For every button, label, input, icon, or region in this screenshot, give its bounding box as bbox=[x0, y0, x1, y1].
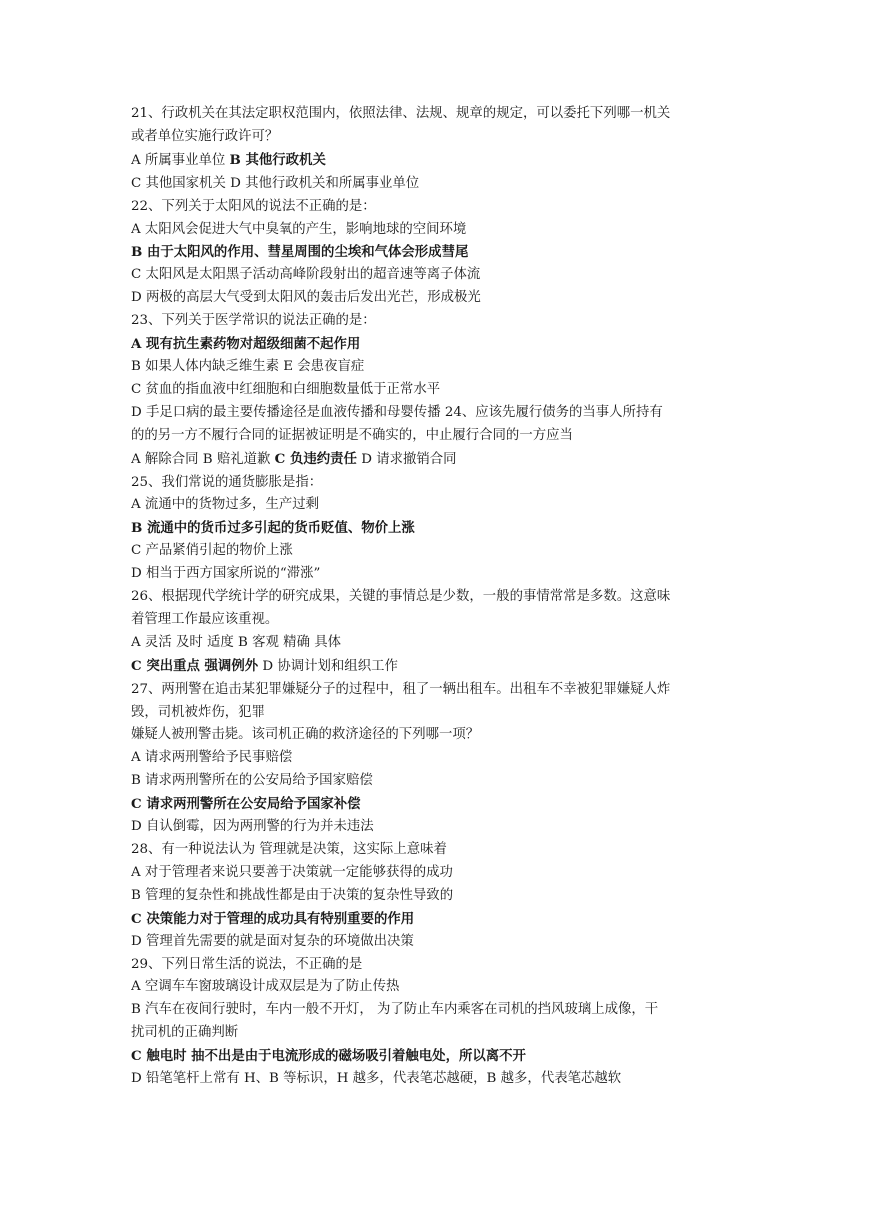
answer-text: C 负违约责任 bbox=[274, 450, 357, 467]
text-line: A 对于管理者来说只要善于决策就一定能够获得的成功 bbox=[131, 864, 453, 880]
text-line: C 请求两刑警所在公安局给予国家补偿 bbox=[131, 796, 361, 813]
text-line: 25、我们常说的通货膨胀是指： bbox=[131, 474, 323, 490]
answer-text: C 突出重点 强调例外 bbox=[131, 657, 259, 674]
text-line bbox=[131, 655, 741, 679]
text-segment: D 请求撤销合同 bbox=[356, 451, 457, 467]
text-line: A 流通中的货物过多，生产过剩 bbox=[131, 497, 320, 513]
text-line: A 太阳风会促进大气中臭氧的产生，影响地球的空间环境 bbox=[131, 221, 467, 237]
text-line: 的的另一方不履行合同的证据被证明是不确实的，中止履行合同的一方应当 bbox=[131, 427, 573, 443]
text-segment: A 解除合同 B 赔礼道歉 bbox=[131, 451, 275, 467]
text-line: A 请求两刑警给予民事赔偿 bbox=[131, 750, 293, 766]
text-line: B 由于太阳风的作用、彗星周围的尘埃和气体会形成彗尾 bbox=[131, 244, 469, 261]
text-line bbox=[131, 149, 741, 173]
text-line: B 如果人体内缺乏维生素 E 会患夜盲症 bbox=[131, 358, 365, 374]
text-line: B 请求两刑警所在的公安局给予国家赔偿 bbox=[131, 773, 373, 789]
text-line: D 管理首先需要的就是面对复杂的环境做出决策 bbox=[131, 933, 414, 949]
text-line: 着管理工作最应该重视。 bbox=[131, 611, 279, 627]
text-line: C 决策能力对于管理的成功具有特别重要的作用 bbox=[131, 910, 415, 927]
text-line: D 相当于西方国家所说的“滞涨” bbox=[131, 566, 321, 582]
text-line: 嫌疑人被刑警击毙。该司机正确的救济途径的下列哪一项？ bbox=[131, 727, 480, 743]
text-line: B 管理的复杂性和挑战性都是由于决策的复杂性导致的 bbox=[131, 887, 454, 903]
text-line: 27、两刑警在追击某犯罪嫌疑分子的过程中，租了一辆出租车。出租车不幸被犯罪嫌疑人炸 bbox=[131, 681, 671, 697]
text-line: B 汽车在夜间行驶时，车内一般不开灯， 为了防止车内乘客在司机的挡风玻璃上成像，干 bbox=[131, 1002, 659, 1018]
text-segment: D 协调计划和组织工作 bbox=[258, 658, 398, 674]
text-line: D 两极的高层大气受到太阳风的轰击后发出光芒，形成极光 bbox=[131, 290, 481, 306]
text-line: C 触电时 抽不出是由于电流形成的磁场吸引着触电处，所以离不开 bbox=[131, 1048, 526, 1065]
text-line: A 灵活 及时 适度 B 客观 精确 具体 bbox=[131, 634, 341, 650]
text-line: 扰司机的正确判断 bbox=[131, 1025, 239, 1041]
text-line: 21、行政机关在其法定职权范围内，依照法律、法规、规章的规定，可以委托下列哪一机关 bbox=[131, 106, 671, 121]
text-line: 或者单位实施行政许可？ bbox=[131, 128, 279, 144]
text-line: B 流通中的货币过多引起的货币贬值、物价上涨 bbox=[131, 520, 415, 537]
document-body bbox=[131, 103, 741, 1091]
text-segment: A 所属事业单位 bbox=[131, 152, 230, 168]
text-line: 毁，司机被炸伤，犯罪 bbox=[131, 704, 265, 720]
text-line: C 贫血的指血液中红细胞和白细胞数量低于正常水平 bbox=[131, 381, 441, 397]
text-line: A 现有抗生素药物对超级细菌不起作用 bbox=[131, 336, 361, 353]
text-line: 29、下列日常生活的说法，不正确的是 bbox=[131, 956, 363, 972]
text-line bbox=[131, 448, 741, 472]
text-line: C 产品紧俏引起的物价上涨 bbox=[131, 543, 293, 559]
text-line: D 铅笔笔杆上常有 H、B 等标识，H 越多，代表笔芯越硬，B 越多，代表笔芯越软 bbox=[131, 1071, 622, 1087]
text-line: A 空调车车窗玻璃设计成双层是为了防止传热 bbox=[131, 979, 400, 995]
text-line: 23、下列关于医学常识的说法正确的是： bbox=[131, 313, 376, 329]
text-line: D 手足口病的最主要传播途径是血液传播和母婴传播 24、应该先履行债务的当事人所持有 bbox=[131, 404, 663, 420]
text-line: 22、下列关于太阳风的说法不正确的是： bbox=[131, 198, 376, 214]
text-line: C 太阳风是太阳黑子活动高峰阶段射出的超音速等离子体流 bbox=[131, 267, 481, 283]
text-line: D 自认倒霉，因为两刑警的行为并未违法 bbox=[131, 819, 374, 835]
answer-text: B 其他行政机关 bbox=[229, 151, 326, 168]
text-line: 26、根据现代学统计学的研究成果，关键的事情总是少数，一般的事情常常是多数。这意味 bbox=[131, 589, 671, 605]
text-line: C 其他国家机关 D 其他行政机关和所属事业单位 bbox=[131, 175, 420, 191]
text-line: 28、有一种说法认为 管理就是决策，这实际上意味着 bbox=[131, 842, 447, 857]
